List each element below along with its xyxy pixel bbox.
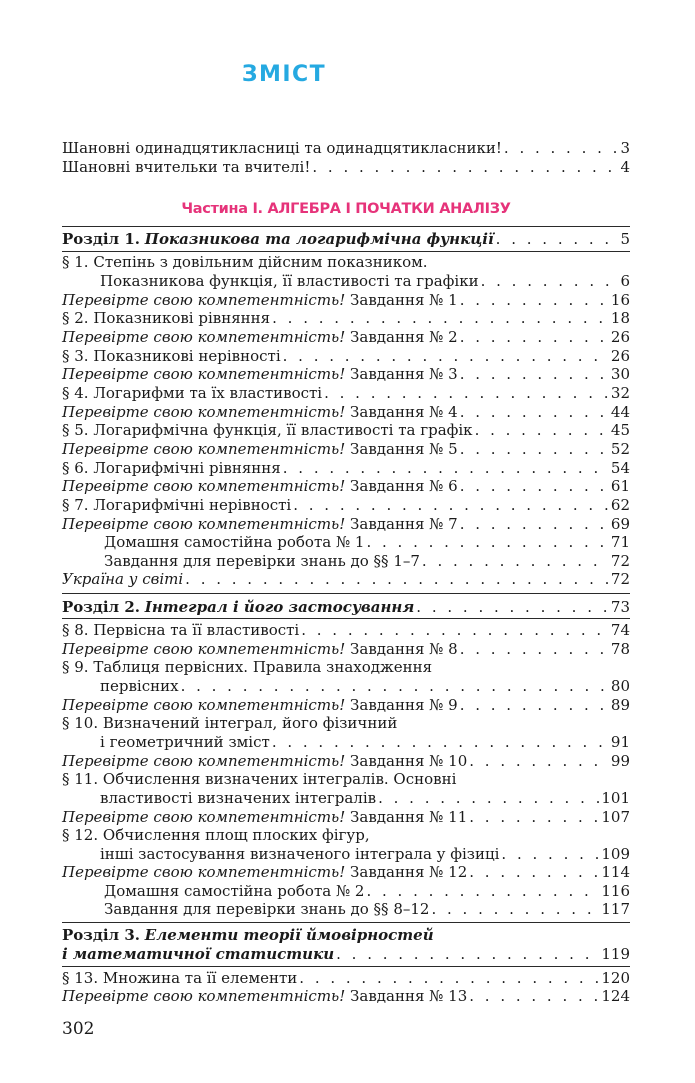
toc-entry[interactable]: § 13. Множина та її елементи . . . 120 [62,967,630,989]
check-entry[interactable]: Перевірте свою компетентність! Завдання № 2 . . . 26 [62,326,630,348]
toc-entry[interactable]: і геометричний зміст . . . 91 [100,731,630,753]
toc-entry[interactable]: § 8. Первісна та її властивості . . . 74 [62,619,630,641]
toc-entry[interactable]: § 3. Показникові нерівності . . . 26 [62,345,630,367]
check-entry[interactable]: Перевірте свою компетентність! Завдання № 3 . . . 30 [62,363,630,385]
toc-entry[interactable]: § 10. Визначений інтеграл, його фізичний [62,714,398,732]
toc-entry[interactable]: § 5. Логарифмічна функція, її властивості та графік . . . 45 [62,419,630,441]
check-entry[interactable]: Перевірте свою компетентність! Завдання № 10 . . . 99 [62,750,630,772]
check-entry[interactable]: Перевірте свою компетентність! Завдання № 8 . . . 78 [62,638,630,660]
check-entry[interactable]: Перевірте свою компетентність! Завдання № 7 . . . 69 [62,513,630,535]
toc-entry[interactable]: первісних . . . 80 [100,675,630,697]
check-entry[interactable]: Перевірте свою компетентність! Завдання № 9 . . . 89 [62,694,630,716]
page-number: 302 [62,1019,95,1039]
toc-entry[interactable]: Україна у світі . . . 72 [62,568,630,590]
toc-entry[interactable]: Завдання для перевірки знань до §§ 8–12 . . . 117 [104,898,630,920]
check-entry[interactable]: Перевірте свою компетентність! Завдання № 12 . . . 114 [62,861,630,883]
check-entry[interactable]: Перевірте свою компетентність! Завдання № 1 . . . 16 [62,289,630,311]
toc-entry[interactable]: інші застосування визначеного інтеграла у фізиці . . . 109 [100,843,630,865]
toc-entry[interactable]: Домашня самостійна робота № 2 . . . 116 [104,880,630,902]
section-heading[interactable]: Розділ 3. Елементи теорії ймовірностей [62,926,434,944]
toc-entry[interactable]: § 4. Логарифми та їх властивості . . . 32 [62,382,630,404]
toc-entry[interactable]: § 6. Логарифмічні рівняння . . . 54 [62,457,630,479]
section-heading-cont[interactable]: і математичної статистики . . . 119 [62,943,630,965]
check-entry[interactable]: Перевірте свою компетентність! Завдання № 4 . . . 44 [62,401,630,423]
divider [62,922,630,923]
toc-entry[interactable]: Домашня самостійна робота № 1 . . . 71 [104,531,630,553]
divider [62,226,630,227]
toc-entry[interactable]: Шановні одинадцятикласниці та одинадцятикласники! . . . 3 [62,137,630,159]
check-entry[interactable]: Перевірте свою компетентність! Завдання № 5 . . . 52 [62,438,630,460]
part-title: Частина І. АЛГЕБРА І ПОЧАТКИ АНАЛІЗУ [181,201,511,217]
divider [62,593,630,594]
toc-entry[interactable]: Шановні вчительки та вчителі! . . . 4 [62,156,630,178]
section-heading[interactable]: Розділ 2. Інтеграл і його застосування . . . 73 [62,596,630,618]
toc-entry[interactable]: Показникова функція, її властивості та графіки . . . 6 [100,270,630,292]
toc-entry[interactable]: § 12. Обчислення площ плоских фігур, [62,826,370,844]
toc-entry[interactable]: Завдання для перевірки знань до §§ 1–7 . . . 72 [104,550,630,572]
section-heading[interactable]: Розділ 1. Показникова та логарифмічна функції . . . 5 [62,228,630,250]
check-entry[interactable]: Перевірте свою компетентність! Завдання № 11 . . . 107 [62,806,630,828]
toc-entry[interactable]: § 9. Таблиця первісних. Правила знаходження [62,658,433,676]
contents-title: ЗМІСТ [241,62,327,87]
check-entry[interactable]: Перевірте свою компетентність! Завдання № 6 . . . 61 [62,475,630,497]
toc-entry[interactable]: § 11. Обчислення визначених інтегралів. Основні [62,770,457,788]
toc-entry[interactable]: властивості визначених інтегралів . . . 101 [100,787,630,809]
toc-entry[interactable]: § 2. Показникові рівняння . . . 18 [62,307,630,329]
check-entry[interactable]: Перевірте свою компетентність! Завдання № 13 . . . 124 [62,985,630,1007]
toc-entry[interactable]: § 1. Степінь з довільним дійсним показником. [62,253,428,271]
toc-entry[interactable]: § 7. Логарифмічні нерівності . . . 62 [62,494,630,516]
